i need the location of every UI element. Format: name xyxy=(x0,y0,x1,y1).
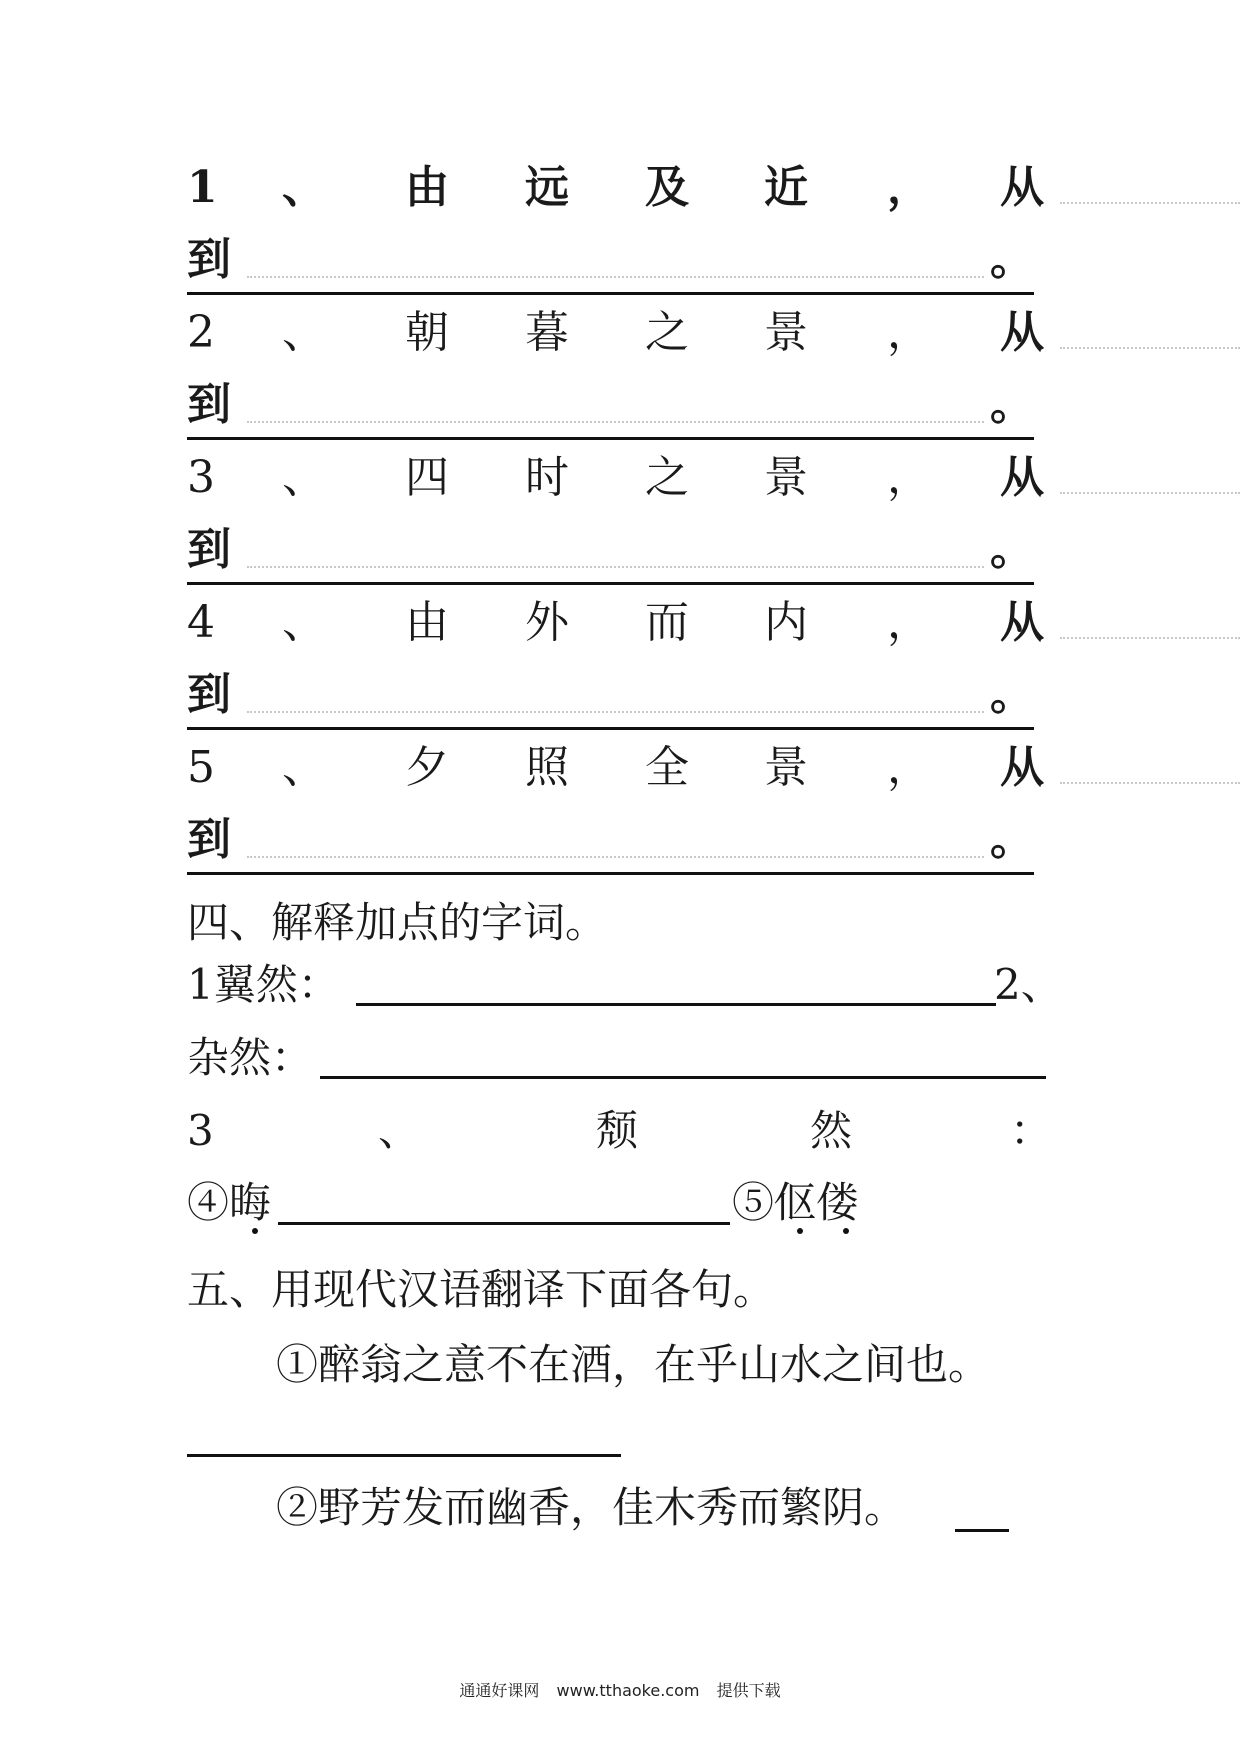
dotted-guide xyxy=(1060,347,1240,349)
answer-underline xyxy=(187,582,1034,585)
item-to-label: 到 xyxy=(187,814,231,865)
item-row xyxy=(187,158,1044,218)
item-char: 景 xyxy=(764,742,808,793)
q3-number: 3 xyxy=(187,1106,214,1155)
q4-answer-line[interactable] xyxy=(278,1222,730,1225)
q3-separator: 、 xyxy=(378,1106,421,1155)
answer-underline xyxy=(187,872,1034,875)
item-answer-line[interactable] xyxy=(187,375,1034,435)
q4-label: ④晦 xyxy=(187,1178,272,1227)
item-char: 景 xyxy=(764,452,808,503)
q2-answer-line[interactable] xyxy=(320,1076,1046,1079)
section4-heading: 四、解释加点的字词。 xyxy=(187,898,608,947)
item-char: 夕 xyxy=(405,742,449,793)
emphasis-dot xyxy=(252,1228,258,1234)
dotted-guide xyxy=(247,276,984,278)
section5-heading: 五、用现代汉语翻译下面各句。 xyxy=(187,1265,776,1314)
q1-answer-line[interactable] xyxy=(356,1003,996,1006)
translation-2-answer-line[interactable] xyxy=(955,1529,1009,1532)
dotted-guide xyxy=(247,711,984,713)
translate-sentence-2: ②野芳发而幽香，佳木秀而繁阴。 xyxy=(276,1483,907,1532)
q2-number: 2、 xyxy=(994,960,1063,1009)
item-separator: 、 xyxy=(282,162,326,213)
item-comma: ， xyxy=(887,742,931,793)
item-separator: 、 xyxy=(282,452,326,503)
item-period: 。 xyxy=(990,234,1034,285)
translate-sentence-1: ①醉翁之意不在酒，在乎山水之间也。 xyxy=(276,1340,991,1389)
item-char: 暮 xyxy=(525,307,569,358)
dotted-guide xyxy=(247,566,984,568)
item-period: 。 xyxy=(990,669,1034,720)
item-row xyxy=(187,738,1044,798)
dotted-guide xyxy=(1060,492,1240,494)
item-char: 之 xyxy=(645,452,689,503)
footer-suffix: 提供下载 xyxy=(716,1681,781,1700)
item-number: 4 xyxy=(187,597,215,648)
item-separator: 、 xyxy=(282,307,326,358)
item-comma: ， xyxy=(887,597,931,648)
item-char: 之 xyxy=(645,307,689,358)
item-row xyxy=(187,448,1044,508)
item-answer-line[interactable] xyxy=(187,810,1034,870)
item-separator: 、 xyxy=(282,742,326,793)
item-comma: ， xyxy=(887,307,931,358)
item-number: 2 xyxy=(187,307,215,358)
item-char: 及 xyxy=(645,162,689,213)
item-period: 。 xyxy=(990,379,1034,430)
q3-char-2: 然 xyxy=(810,1106,853,1155)
item-char: 近 xyxy=(764,162,808,213)
dotted-guide xyxy=(1060,782,1240,784)
page-footer xyxy=(0,1680,1240,1702)
item-to-label: 到 xyxy=(187,379,231,430)
item-comma: ， xyxy=(887,162,931,213)
item-from-label: 从 xyxy=(1000,452,1044,503)
item-to-label: 到 xyxy=(187,524,231,575)
item-char: 内 xyxy=(764,597,808,648)
q2-label: 杂然： xyxy=(187,1033,314,1082)
footer-url[interactable]: www.tthaoke.com xyxy=(556,1681,700,1700)
item-char: 由 xyxy=(405,162,449,213)
item-answer-line[interactable] xyxy=(187,665,1034,725)
item-answer-line[interactable] xyxy=(187,230,1034,290)
q3-colon: ： xyxy=(1010,1106,1053,1155)
answer-underline xyxy=(187,437,1034,440)
item-comma: ， xyxy=(887,452,931,503)
item-from-label: 从 xyxy=(1000,597,1044,648)
footer-site-name: 通通好课网 xyxy=(459,1681,540,1700)
answer-underline xyxy=(187,292,1034,295)
item-char: 景 xyxy=(764,307,808,358)
item-to-label: 到 xyxy=(187,669,231,720)
item-answer-line[interactable] xyxy=(187,520,1034,580)
item-char: 全 xyxy=(645,742,689,793)
translation-1-answer-line[interactable] xyxy=(187,1454,621,1457)
item-number: 3 xyxy=(187,452,215,503)
item-char: 而 xyxy=(645,597,689,648)
answer-underline xyxy=(187,727,1034,730)
item-row xyxy=(187,303,1044,363)
item-number: 1 xyxy=(187,162,218,213)
q1-label: 1翼然： xyxy=(187,960,340,1009)
item-row xyxy=(187,593,1044,653)
q3-char-1: 颓 xyxy=(596,1106,639,1155)
emphasis-dot xyxy=(843,1228,849,1234)
item-char: 外 xyxy=(525,597,569,648)
q5-label: ⑤伛偻 xyxy=(732,1178,859,1227)
item-char: 照 xyxy=(525,742,569,793)
emphasis-dot xyxy=(797,1228,803,1234)
item-from-label: 从 xyxy=(1000,162,1044,213)
dotted-guide xyxy=(247,856,984,858)
dotted-guide xyxy=(247,421,984,423)
item-period: 。 xyxy=(990,524,1034,575)
item-char: 四 xyxy=(405,452,449,503)
item-char: 朝 xyxy=(405,307,449,358)
item-separator: 、 xyxy=(282,597,326,648)
item-to-label: 到 xyxy=(187,234,231,285)
dotted-guide xyxy=(1060,637,1240,639)
item-number: 5 xyxy=(187,742,215,793)
item-from-label: 从 xyxy=(1000,307,1044,358)
item-char: 时 xyxy=(525,452,569,503)
item-period: 。 xyxy=(990,814,1034,865)
item-char: 远 xyxy=(525,162,569,213)
dotted-guide xyxy=(1060,202,1240,204)
item-char: 由 xyxy=(405,597,449,648)
item-from-label: 从 xyxy=(1000,742,1044,793)
